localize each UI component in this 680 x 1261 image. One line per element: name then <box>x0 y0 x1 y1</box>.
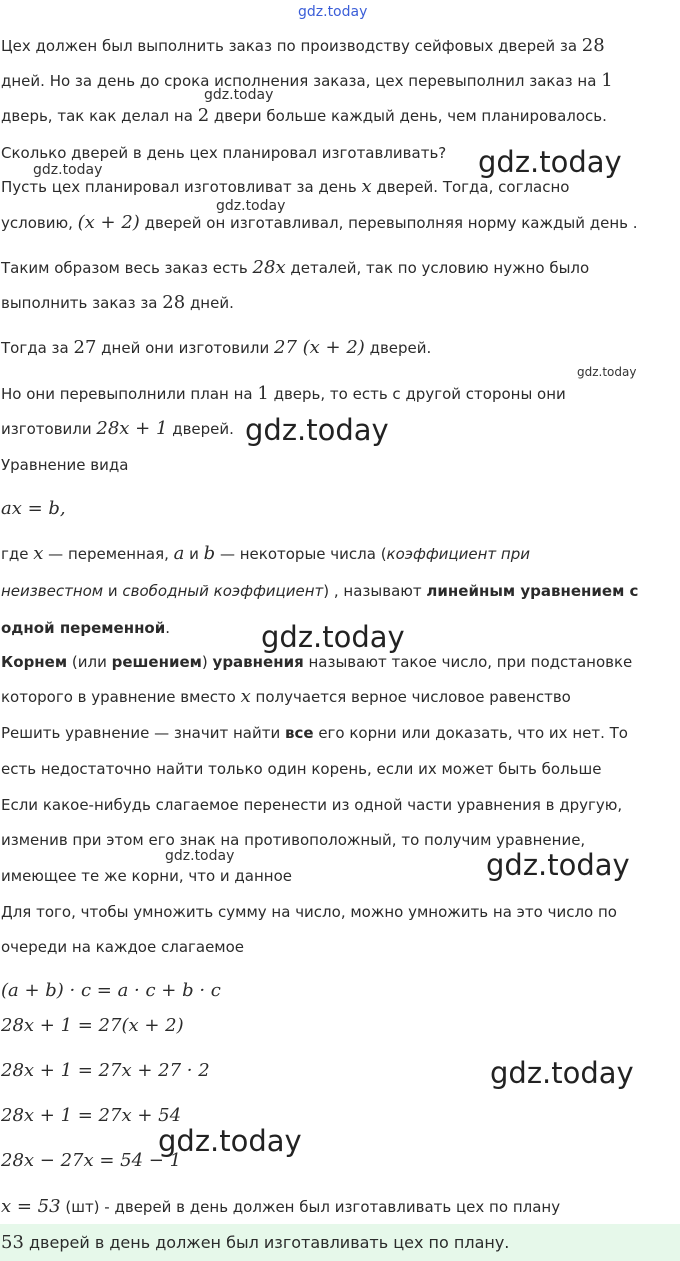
theory-line: очереди на каждое слагаемое <box>1 938 245 956</box>
answer-box <box>0 1224 680 1261</box>
theory-line: одной переменной. <box>1 619 171 637</box>
equation-step: 28x + 1 = 27x + 54 <box>1 1105 182 1126</box>
problem-line: Цех должен был выполнить заказ по производству сейфовых дверей за 28 <box>1 35 605 56</box>
watermark: gdz.today <box>478 145 622 179</box>
theory-line: Если какое-нибудь слагаемое перенести из одной части уравнения в другую, <box>1 796 623 814</box>
theory-line: Корнем (или решением) уравнения называют такое число, при подстановке <box>1 653 633 671</box>
problem-line: дней. Но за день до срока исполнения заказа, цех перевыполнил заказ на 1 <box>1 70 613 91</box>
equation-step: 28x + 1 = 27x + 27 · 2 <box>1 1060 210 1081</box>
theory-line: Для того, чтобы умножить сумму на число, можно умножить на это число по <box>1 903 617 921</box>
result-line: x = 53 (шт) - дверей в день должен был изготавливать цех по плану <box>1 1196 561 1217</box>
problem-line: дверь, так как делал на 2 двери больше каждый день, чем планировалось. <box>1 105 607 126</box>
equation-step: 28x − 27x = 54 − 1 <box>1 1150 182 1171</box>
watermark: gdz.today <box>204 87 274 103</box>
theory-line: которого в уравнение вместо x получается верное числовое равенство <box>1 686 571 707</box>
watermark: gdz.today <box>245 413 389 447</box>
solution-line: Тогда за 27 дней они изготовили 27 (x + 2) дверей. <box>1 337 432 358</box>
watermark: gdz.today <box>261 620 405 654</box>
solution-line: Таким образом весь заказ есть 28x деталей, так по условию нужно было <box>1 257 590 278</box>
answer-text: 53 дверей в день должен был изготавливать цех по плану. <box>1 1232 510 1253</box>
theory-line: Уравнение вида <box>1 456 129 474</box>
theory-line: имеющее те же корни, что и данное <box>1 867 293 885</box>
theory-line: есть недостаточно найти только один корень, если их может быть больше <box>1 760 602 778</box>
theory-line: Решить уравнение — значит найти все его корни или доказать, что их нет. То <box>1 724 628 742</box>
watermark: gdz.today <box>165 848 235 864</box>
solution-line: условию, (x + 2) дверей он изготавливал, перевыполняя норму каждый день . <box>1 212 638 233</box>
watermark: gdz.today <box>577 365 637 379</box>
theory-line: неизвестном и свободный коэффициент) , называют линейным уравнением с <box>1 582 639 600</box>
watermark: gdz.today <box>486 848 630 882</box>
solution-line: Пусть цех планировал изготовливат за день x дверей. Тогда, согласно <box>1 176 570 197</box>
watermark: gdz.today <box>158 1124 302 1158</box>
watermark: gdz.today <box>490 1056 634 1090</box>
solution-line: Но они перевыполнили план на 1 дверь, то есть с другой стороны они <box>1 383 566 404</box>
solution-line: изготовили 28x + 1 дверей. <box>1 418 234 439</box>
watermark: gdz.today <box>33 162 103 178</box>
solution-line: выполнить заказ за 28 дней. <box>1 292 234 313</box>
question-line: Сколько дверей в день цех планировал изготавливать? <box>1 144 447 162</box>
theory-line: где x — переменная, a и b — некоторые числа (коэффициент при <box>1 543 530 564</box>
equation-step: 28x + 1 = 27(x + 2) <box>1 1015 184 1036</box>
header-watermark: gdz.today <box>298 4 368 20</box>
theory-line: изменив при этом его знак на противоположный, то получим уравнение, <box>1 831 586 849</box>
theory-formula: ax = b, <box>1 498 66 519</box>
formula-distributive: (a + b) · c = a · c + b · c <box>1 980 221 1001</box>
watermark: gdz.today <box>216 198 286 214</box>
